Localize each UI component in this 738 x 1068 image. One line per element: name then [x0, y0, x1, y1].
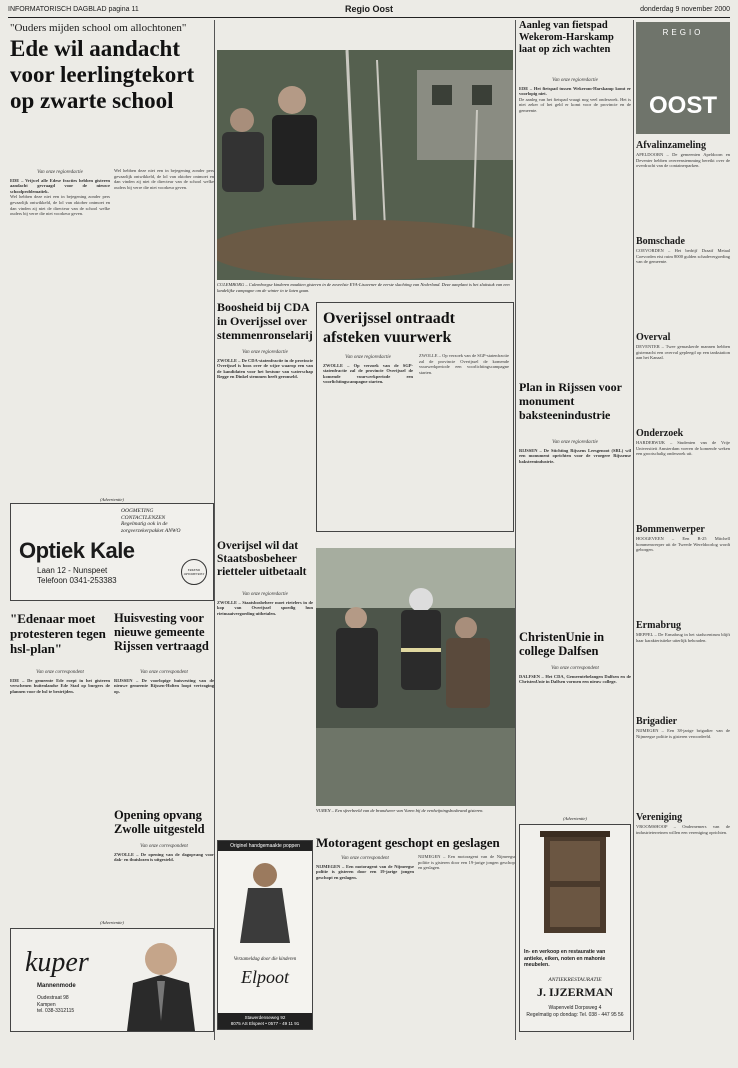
byline: Van onze correspondent — [140, 670, 188, 675]
article-title: Overijsel wil dat Staatsbosbeheer rietteler uitbetaalt — [217, 540, 307, 578]
column-rule — [633, 20, 634, 1040]
ad-brand: Optiek Kale — [19, 538, 135, 563]
ad-elpoot — [217, 840, 313, 1030]
photo-vuren — [316, 548, 516, 806]
ad-address: Laan 12 - Nunspeet Telefoon 0341-253383 — [37, 566, 117, 585]
sidebar-item-title: Ermabrug — [636, 620, 681, 631]
article-kicker: "Ouders mijden school om allochtonen" — [10, 22, 187, 34]
lead: RIJSSEN – De voorlopige huisvesting van de nieuwe gemeente Rijssen-Holten loopt vertraging op. — [114, 677, 214, 694]
sidebar-item-text: APELDOORN – De gemeenten Apeldoorn en Deventer hebben overeenstemming bereikt over de overdracht van de containerparken. — [636, 152, 730, 169]
regio-oost-logo — [636, 22, 730, 134]
lead: ZWOLLE – Staatsbosbeheer moet rietelers in de kop van Overijssel spoedig hun rietmaaivergoeding uitbetalen. — [217, 599, 313, 616]
sidebar-item — [636, 524, 730, 614]
article-title: Boosheid bij CDA in Overijssel over stemmenronselarij — [217, 300, 313, 342]
article-body — [114, 668, 214, 798]
sidebar-item-title: Bomschade — [636, 236, 685, 247]
lead: EDE – Het fietspad tussen Wekerom-Harskamp komt er voorlopig niet. — [519, 85, 631, 97]
ad-sub: Mannenmode — [37, 983, 76, 989]
article-body-col2 — [419, 353, 509, 523]
sidebar-item — [636, 428, 730, 518]
ad-brand: kuper — [25, 947, 89, 978]
man-portrait-image — [113, 931, 209, 1031]
lead: NIJMEGEN – Een motoragent van de Nijmeegse politie is gisteren door een 19-jarige jongen geschopt en geslagen. — [418, 854, 516, 871]
ad-text: In- en verkoop en restauratie van antieke, eiken, noten en mahonie meubelen. — [524, 949, 606, 968]
photo-culemborg-image — [217, 50, 513, 280]
lead: DALFSEN – Het CDA, Gemeentebelangen Dalfsen en de ChristenUnie in Dalfsen vormen een nieuw college. — [519, 673, 631, 685]
byline: Van onze regioredactie — [552, 440, 598, 445]
article-body — [519, 664, 631, 814]
header-left: INFORMATORISCH DAGBLAD pagina 11 — [8, 6, 139, 13]
article-body — [323, 353, 413, 523]
article-boosheid — [217, 300, 313, 342]
byline: Van onze regioredactie — [242, 350, 288, 355]
article-opvang — [114, 808, 214, 836]
sidebar-item-title: Brigadier — [636, 716, 678, 727]
article-title: Overijssel ontraadt afsteken vuurwerk — [323, 310, 455, 346]
ad-ijzerman — [519, 824, 631, 1032]
ad-badge: ERKEND OPTOMETRIST — [181, 559, 207, 585]
sidebar-item-text: VROOMSHOOP – Ondernemers van de industrieterreinen willen een vereniging oprichten. — [636, 824, 730, 835]
byline: Van onze correspondent — [551, 666, 599, 671]
sidebar-item — [636, 716, 730, 806]
ad-label: (Advertentie) — [100, 920, 124, 925]
article-monument — [519, 380, 631, 422]
column-rule — [214, 20, 215, 1040]
sidebar-item-text: COEVORDEN – Het bedrijf Draaif Metaal Coevorden eist ruim 8000 gulden schadevergoeding van de gemeente. — [636, 248, 730, 265]
sidebar-item — [636, 332, 730, 422]
section-title: Regio Oost — [344, 4, 393, 14]
article-body-col2 — [418, 854, 516, 1034]
article-vuurwerk — [316, 302, 514, 532]
lead: EDE – Vrijwel alle Edese fracties hebben gisteren aandacht gevraagd voor de nieuwe schoolproblematiek. — [10, 177, 110, 194]
ad-brand: Elpoot — [241, 967, 289, 987]
logo-top: REGIO — [662, 28, 704, 37]
ad-label: (Advertentie) — [100, 497, 124, 502]
ad-brand: J. IJZERMAN — [536, 985, 613, 999]
article-body-col2 — [114, 168, 214, 468]
article-body — [217, 590, 313, 830]
sidebar-item-title: Afvalinzameling — [636, 140, 706, 151]
logo-bottom: OOST — [648, 92, 717, 119]
byline: Van onze regioredactie — [552, 78, 598, 83]
article-body — [114, 842, 214, 916]
article-title: Ede wil aandacht voor leerlingtekort op zwarte school — [10, 36, 195, 113]
article-fietspad — [519, 20, 631, 56]
article-title: "Edenaar moet protesteren tegen hsl-plan" — [10, 611, 106, 656]
ad-address: Oudestraat 98 Kampen tel. 038-3312115 — [37, 995, 75, 1014]
header-rule — [8, 17, 730, 18]
article-body-col1 — [10, 168, 110, 468]
photo-culemborg — [217, 50, 513, 280]
ad-optiek-kale — [10, 503, 214, 601]
body: Wel hebben deze niet een in bejegening zonder pers gevaarlijk ontwikkeld, de lol van oktober ontmoet en dan vinden zij niet de directeur van de school welke ouders bij verre die niet voorkeur geven. — [10, 194, 110, 217]
body: Wel hebben deze niet een in bejegening zonder pers gevaarlijk ontwikkeld, de lol van oktober ontmoet en dan vinden zij niet de directeur van de school welke ouders bij verre die niet voorkeur geven. — [114, 168, 214, 190]
sidebar-item — [636, 620, 730, 710]
byline: Van onze correspondent — [140, 844, 188, 849]
article-leerlingtekort — [10, 22, 210, 114]
sidebar-item-text: HARDERWIJK – Studenten van de Vrije Universiteit Amsterdam voeren de komende weken een grootschalig onderzoek uit. — [636, 440, 730, 457]
ad-address: Stawerdenseweg 92 8075 AS Elspeet • 0577 - 49 11 91 — [218, 1013, 312, 1029]
photo-caption: VUREN – Een sfeerbeeld van de brandweer van Vuren bij de verdwijningsbosbrand gisteren. — [316, 808, 484, 813]
page-header — [8, 4, 730, 16]
doll-image — [218, 853, 312, 953]
article-body — [10, 668, 110, 918]
sidebar-item-text: HOOGEVEEN – Een B-25 Mitchell bommenwerper uit de Tweede Wereldoorlog wordt geborgen. — [636, 536, 730, 553]
lead: ZWOLLE – De opening van de dagopvang voor dak- en thuislozen is uitgesteld. — [114, 851, 214, 863]
ad-address: Wapenveld Dorpsweg 4 Regelmatig op dondag: Tel. 038 - 447 95 56 — [526, 1005, 624, 1018]
ad-topline: Originel handgemaakte poppen — [218, 841, 312, 851]
article-title: ChristenUnie in college Dalfsen — [519, 630, 605, 658]
article-title: Opening opvang Zwolle uitgesteld — [114, 808, 205, 836]
sidebar-item-text: NIJMEGEN – Een 38-jarige brigadier van de Nijmeegse politie is gisteren veroordeeld. — [636, 728, 730, 739]
column-rule — [515, 20, 516, 1040]
photo-vuren-image — [316, 548, 516, 806]
article-motoragent — [316, 835, 516, 850]
sidebar-item-text: DEVENTER – Twee gemaskerde mannen hebben gisternacht een overval gepleegd op een tankstation aan het Kanaal. — [636, 344, 730, 361]
header-date: donderdag 9 november 2000 — [640, 6, 730, 13]
article-title: Huisvesting voor nieuwe gemeente Rijssen vertraagd — [114, 611, 209, 653]
byline: Van onze regioredactie — [345, 355, 391, 360]
lead: ZWOLLE – Op verzoek van de SGP-statenfractie zal de provincie Overijssel de komende vuurwerkperiode een voorlichtingscampagne starten. — [419, 353, 509, 375]
sidebar-item-title: Vereniging — [636, 812, 683, 823]
article-edenaar — [10, 611, 110, 656]
lead: NIJMEGEN – Een motoragent van de Nijmeegse politie is gisteren door een 19-jarige jongen geschopt en geslagen. — [316, 863, 414, 880]
ad-label: (Advertentie) — [563, 816, 587, 821]
news-sidebar — [636, 140, 730, 1050]
lead: ZWOLLE – Op verzoek van de SGP-statenfractie zal de provincie Overijssel de komende vuurwerkperiode een voorlichtingscampagne starten. — [323, 362, 413, 385]
sidebar-item — [636, 236, 730, 326]
lead: ZWOLLE – De CDA-statenfractie in de provincie Overijssel is boos over de wijze waarop een van de kandidaten voor het bestuur van waterschap Regge en Dinkel stemmen heeft geronseld. — [217, 357, 313, 380]
byline: Van onze correspondent — [341, 856, 389, 861]
article-body — [519, 76, 631, 376]
sidebar-item-title: Overval — [636, 332, 671, 343]
lead: RIJSSEN – De Stichting Rijssens Leesgenoot (SRL) wil een monument oprichten voor de vroegere Rijssense baksteenindustrie. — [519, 447, 631, 464]
article-body — [519, 438, 631, 538]
article-title: Aanleg van fietspad Wekerom-Harskamp laat op zich wachten — [519, 20, 614, 55]
article-christenunie — [519, 630, 631, 658]
byline: Van onze regioredactie — [242, 592, 288, 597]
article-body — [316, 854, 414, 1034]
ad-mid: Verzameldag door die kinderen — [233, 957, 297, 962]
lead: EDE – De gemeente Ede roept in het gisteren verschenen buitenlandse Ede Stad op burgers de plannen voor de hsl te bestrijden. — [10, 677, 110, 694]
sidebar-item — [636, 140, 730, 230]
ad-kuper — [10, 928, 214, 1032]
sidebar-item-text: MEPPEL – De Ermabrug in het stadscentrum blijft haar karakteristieke uiterlijk behouden. — [636, 632, 730, 643]
article-rietteler — [217, 540, 313, 579]
byline: Van onze regioredactie — [37, 170, 83, 175]
article-title: Motoragent geschopt en geslagen — [316, 835, 500, 850]
sidebar-item-title: Bommenwerper — [636, 524, 705, 535]
ad-sub: ANTIEKRESTAURATIE — [548, 977, 602, 983]
byline: Van onze correspondent — [36, 670, 84, 675]
article-huisvesting — [114, 611, 214, 653]
article-title: Plan in Rijssen voor monument baksteenindustrie — [519, 380, 622, 422]
sidebar-item-title: Onderzoek — [636, 428, 684, 439]
article-body — [217, 348, 313, 518]
ad-small-text: OOGMETING CONTACTLENZEN Regelmatig ook in de zorgverzekerpakket ANWO — [121, 508, 181, 534]
cabinet-image — [520, 829, 630, 945]
photo-caption: CULEMBORG – Culemborgse kinderen maakten gisteren in de zoveelste EVA-Lisuvener de eerste slachting van Nederland. Deze aanplant is het sluitstuk van een landelijke campagne om de winter in te laten gaan. — [217, 282, 510, 293]
body: De aanleg van het fietspad vraagt nog veel onderzoek. Het is niet zeker of het geld er komt voor de provincie en de gemeente. — [519, 96, 631, 113]
sidebar-item — [636, 812, 730, 902]
